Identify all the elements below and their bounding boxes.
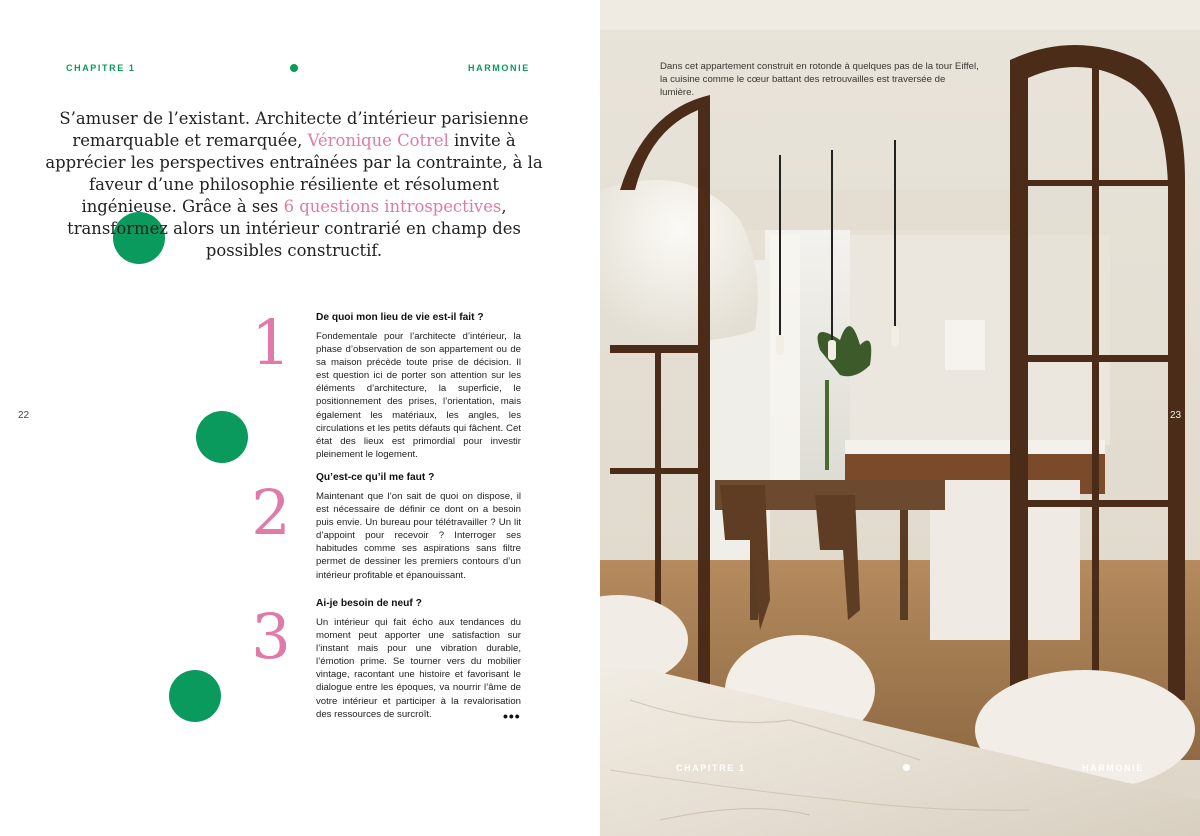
intro-text: S’amuser de l’existant. Architecte d’intérieur parisienne remarquable et remarquée, (59, 109, 529, 150)
running-head-section: HARMONIE (1082, 763, 1144, 773)
page-number: 22 (18, 410, 30, 421)
intro-text: invite à apprécier les perspectives entraînées par la contrainte, à la faveur d’une philosophie résiliente et résolument ingénieuse. Grâce à ses (45, 131, 543, 216)
question-number: 3 (251, 600, 291, 673)
decorative-green-dot (169, 670, 221, 722)
question-title: De quoi mon lieu de vie est-il fait ? (316, 312, 484, 323)
running-head-chapter: CHAPITRE 1 (66, 63, 136, 73)
running-head-dot (290, 64, 298, 72)
question-body: Maintenant que l’on sait de quoi on dispose, il est nécessaire de définir ce dont on a besoin puis envie. Un bureau pour télétravailler ? Un lit d’appoint pour recevoir ? Interroger ses habitudes comme ses aspirations sans filtre permet de dessiner les premiers contours d’un intérieur profitable et épanouissant. (316, 491, 521, 581)
running-head-section: HARMONIE (468, 63, 530, 73)
question-number: 1 (251, 306, 291, 379)
decorative-green-dot (196, 411, 248, 463)
question-number: 2 (251, 476, 291, 549)
photo-caption: Dans cet appartement construit en rotonde à quelques pas de la tour Eiffel, la cuisine comme le cœur battant des retrouvailles est traversée de lumière. (660, 61, 979, 98)
intro-text: , transformez alors un intérieur contrarié en champ des possibles constructif. (67, 197, 521, 260)
right-page (600, 0, 1200, 836)
page-number: 23 (1170, 410, 1182, 421)
question-title: Qu’est-ce qu’il me faut ? (316, 472, 435, 483)
question-body: Un intérieur qui fait écho aux tendances du moment peut apporter une satisfaction sur l’instant mais pour une vibration durable, l’émotion prime. Se tourner vers du mobilier vintage, racontant une histoire et favorisant le dialogue entre les époques, va nourrir l’âme de votre intérieur et participer à la revalorisation des ressources de surcroît. (316, 617, 521, 720)
question-title: Ai-je besoin de neuf ? (316, 598, 422, 609)
question-body: Fondementale pour l’architecte d’intérieur, la phase d’observation de son appartement ou de sa maison précède toute prise de décision. Il est question ici de porter son attention sur les éléments d’architecture, la superficie, le positionnement des prises, l’orientation, mais également les matériaux, les angles, les circulations et les petits défauts qui fâchent. Cet état des lieux est primordial pour investir pleinement le logement. (316, 331, 521, 460)
running-head-dot (903, 764, 910, 771)
architect-name: Véronique Cotrel (307, 131, 449, 150)
kitchen-interior-photo (600, 0, 1200, 836)
intro-paragraph (40, 108, 548, 262)
intro-highlight: 6 questions introspectives (283, 197, 502, 216)
running-head-chapter: CHAPITRE 1 (676, 763, 746, 773)
continuation-marker: ••• (503, 708, 521, 724)
